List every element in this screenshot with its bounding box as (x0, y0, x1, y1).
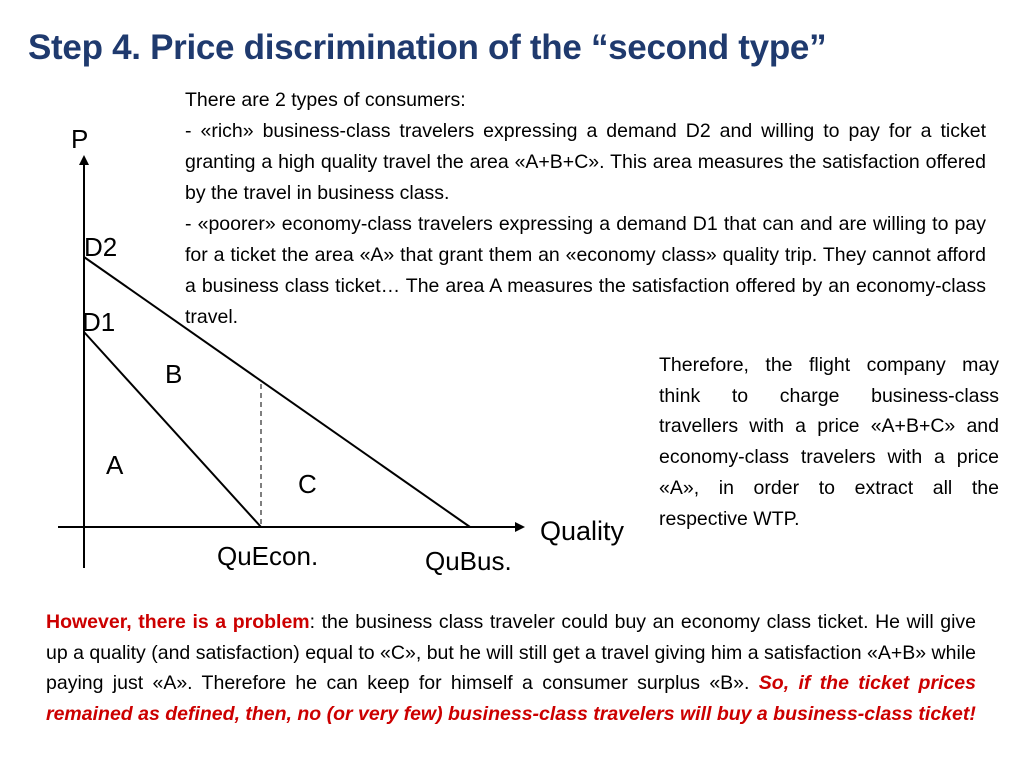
qu-econ-label: QuEcon. (217, 541, 319, 571)
problem-body: : the business class traveler could buy an economy class ticket. He will give up a quality (and satisfaction) equal to «C», but he will still get a travel giving him a satisfaction «A+B» while paying just «A». Therefore he can keep for himself a consumer surplus «B». (46, 611, 977, 694)
area-c-label: C (298, 469, 317, 499)
y-axis-label: P (71, 124, 89, 154)
problem-text (46, 607, 976, 729)
types-rich: - «rich» business-class travelers expressing a demand D2 and willing to pay for a ticket granting a high quality travel the area «A+B+C». This area measures the satisfaction offered by the travel in business class. (185, 120, 986, 204)
qu-bus-label: QuBus. (425, 546, 512, 576)
consumer-types-text (185, 85, 986, 333)
x-axis-label: Quality (540, 516, 625, 546)
therefore-text: Therefore, the flight company may think to charge business-class travellers with a price «A+B+C» and economy-class travelers with a price «A», in order to extract all the respective WTP. (659, 354, 999, 530)
problem-lead: However, there is a problem (46, 611, 310, 633)
page-title: Step 4. Price discrimination of the “second type” (28, 28, 827, 67)
d1-label: D1 (82, 307, 116, 337)
types-poor: - «poorer» economy-class travelers expressing a demand D1 that can and are willing to pay for a ticket the area «A» that grant them an «economy class» quality trip. They cannot afford a business class ticket… The area A measures the satisfaction offered by an economy-class travel. (185, 213, 986, 328)
d2-label: D2 (84, 232, 118, 262)
types-intro: There are 2 types of consumers: (185, 89, 466, 111)
area-b-label: B (165, 359, 183, 389)
problem-conclusion: So, if the ticket prices remained as defined, then, no (or very few) business-class travelers will buy a business-class ticket! (46, 672, 976, 725)
area-a-label: A (106, 450, 124, 480)
